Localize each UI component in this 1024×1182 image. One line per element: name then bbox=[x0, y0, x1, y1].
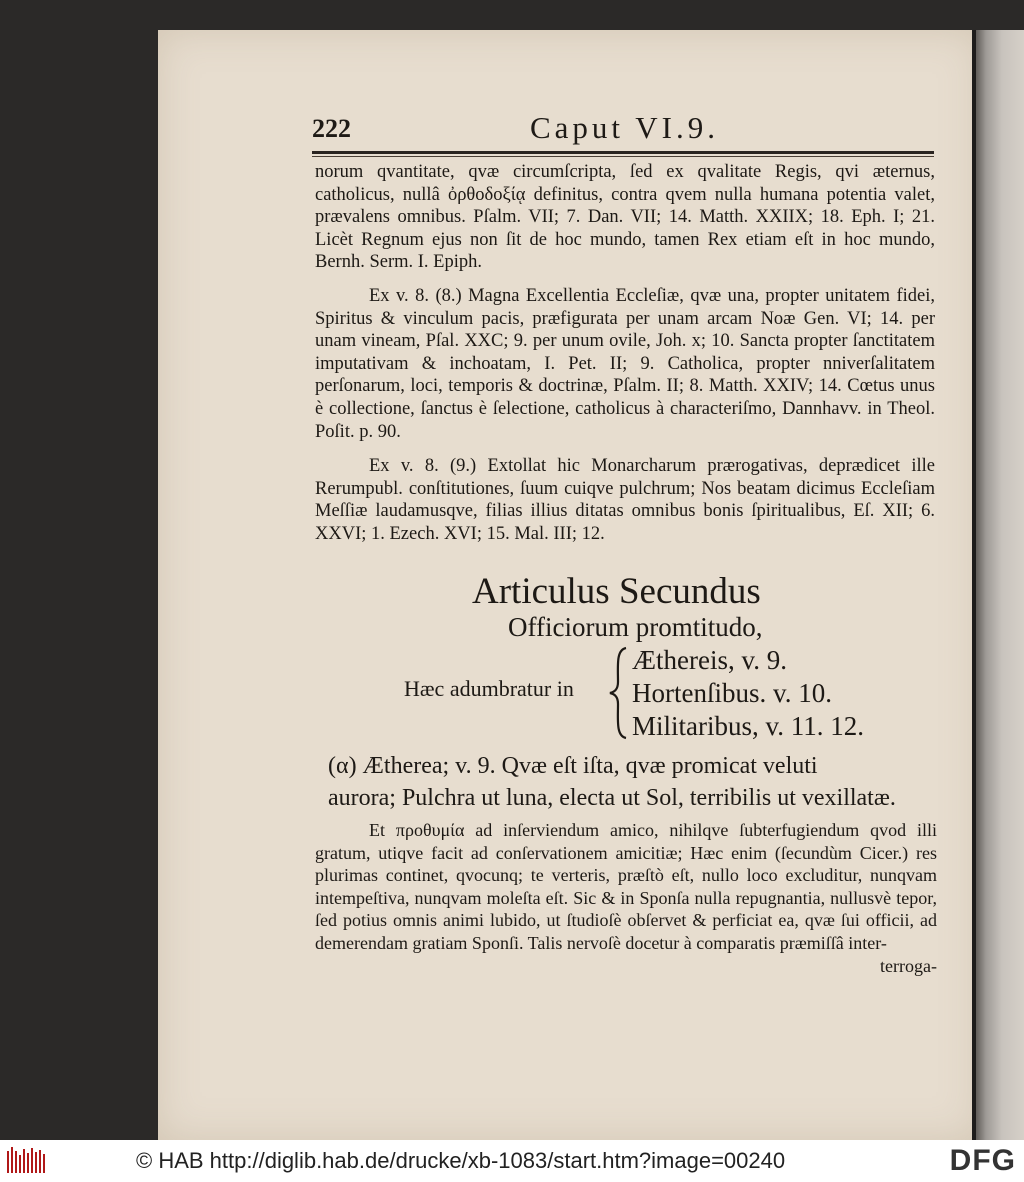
paragraph-2 bbox=[315, 285, 935, 443]
paragraph-1 bbox=[315, 161, 935, 274]
page-gutter bbox=[972, 30, 976, 1140]
dfg-logo: DFG bbox=[949, 1144, 1016, 1177]
article-item-3: Militaribus, v. 11. 12. bbox=[632, 711, 864, 741]
paragraph-3-text: Ex v. 8. (9.) Extollat hic Monarcharum prærogativas, deprædicet ille Rerumpubl. conſtitutiones, ſuum cuiqve pulchrum; Nos beatam dicimus Eccleſiam Meſſiæ laudamusqve, filias illius ditatas omnibus bonis ſpiritualibus, Eſ. XII; 6. XXVI; 1. Ezech. XVI; 15. Mal. III; 12. bbox=[315, 456, 935, 544]
footer-bar bbox=[0, 1140, 1024, 1182]
catchword: terroga- bbox=[880, 955, 937, 976]
paragraph-1-text: norum qvantitate, qvæ circumſcripta, ſed ex qvalitate Regis, qvi æternus, catholicus, nullâ ὀρθοδοξίᾳ definitus, contra qvem nulla humana potentia valet, prævalens omnibus. Pſalm. VII; 7. Dan. VII; 14. Matth. XXIIX; 18. Eph. I; 21. Licèt Regnum ejus non ſit de hoc mundo, tamen Rex etiam eſt in hoc mundo, Bernh. Serm. I. Epiph. bbox=[315, 162, 935, 273]
section-a-paragraph bbox=[315, 819, 937, 977]
header-rule-thin bbox=[312, 156, 934, 157]
article-subtitle: Officiorum promtitudo, bbox=[508, 612, 763, 642]
page-number: 222 bbox=[312, 114, 351, 143]
article-lead: Hæc adumbratur in bbox=[404, 676, 574, 701]
paragraph-2-text: Ex v. 8. (8.) Magna Excellentia Eccleſiæ, qvæ una, propter unitatem fidei, Spiritus & vinculum pacis, præfigurata per unam arcam Noæ Gen. VI; 14. per unam vineam, Pſal. XXC; 9. per unum ovile, Joh. x; 10. Sancta propter ſanctitatem imputativam & inchoatam, I. Pet. II; 9. Catholica, propter nniverſalitatem perſonarum, loci, temporis & doctrinæ, Pſalm. II; 8. Matth. XXIV; 14. Cœtus unus è collectione, ſanctus è ſelectione, catholicus à characteriſmo, Dannhavv. in Theol. Poſit. p. 90. bbox=[315, 286, 935, 442]
next-page-edge bbox=[972, 30, 1024, 1140]
article-item-1: Æthereis, v. 9. bbox=[632, 645, 787, 675]
article-title: Articulus Secundus bbox=[472, 571, 761, 612]
running-title: Caput VI.9. bbox=[530, 110, 719, 145]
section-a-line-1: (α) Ætherea; v. 9. Qvæ eſt iſta, qvæ promicat veluti bbox=[328, 753, 818, 779]
hab-logo-icon[interactable] bbox=[6, 1145, 46, 1177]
section-a-paragraph-text: Et προθυμία ad inſerviendum amico, nihilqve ſubterfugiendum qvod illi gratum, utiqve facit ad conſervationem amicitiæ; Hæc enim (ſecundùm Cicer.) res plurimas continet, qvocunq; te verteris, præſtò eſt, nullo loco excluditur, nunqvam intempeſtiva, nunqvam moleſta eſt. Sic & in Sponſa nulla repugnantia, nullusvè tepor, ſed potius omnis animi lubido, ut ſtudioſè obſervet & perficiat ea, qvæ ſui officii, ad demerendam gratiam Sponſi. Talis nervoſè docetur à comparatis præmiſſâ inter- bbox=[315, 820, 937, 953]
page-header bbox=[312, 110, 932, 146]
paragraph-3 bbox=[315, 455, 935, 545]
article-item-2: Hortenſibus. v. 10. bbox=[632, 678, 832, 708]
copyright-link[interactable]: © HAB http://diglib.hab.de/drucke/xb-1083/start.htm?image=00240 bbox=[136, 1148, 786, 1173]
section-a-line-2: aurora; Pulchra ut luna, electa ut Sol, terribilis ut vexillatæ. bbox=[328, 785, 896, 811]
header-rule bbox=[312, 151, 934, 154]
